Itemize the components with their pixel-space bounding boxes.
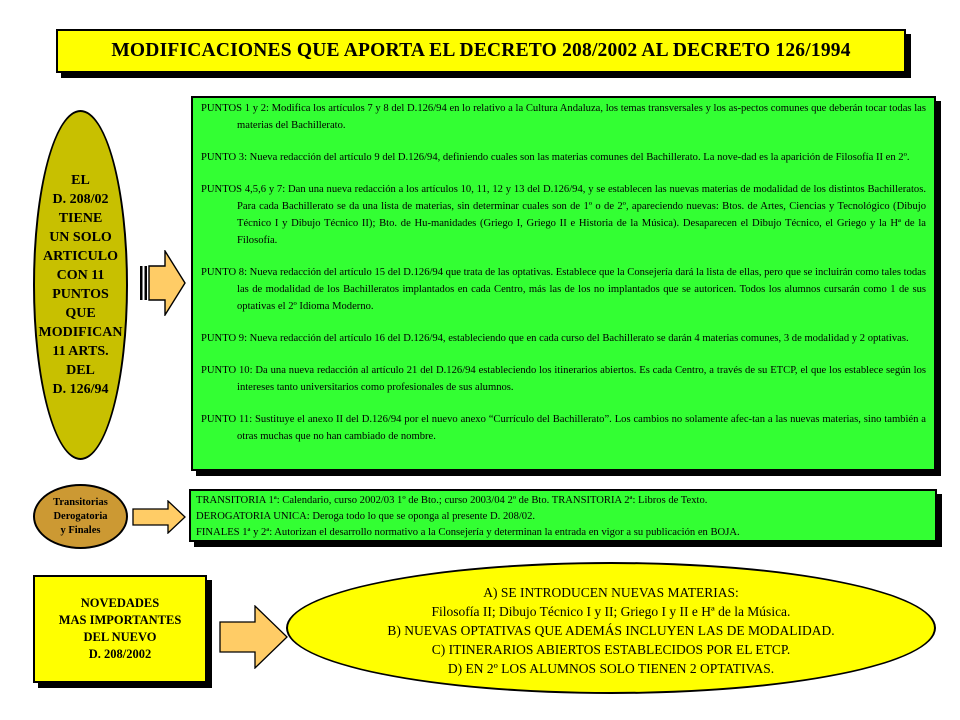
novedades-line: DEL NUEVO <box>83 630 157 644</box>
transitorias-box <box>189 489 937 542</box>
oval-line: Transitorias <box>53 496 108 508</box>
oval-line: PUNTOS <box>52 287 109 302</box>
oval-line: Derogatoria <box>53 510 108 522</box>
novedad-item: C) ITINERARIOS ABIERTOS ESTABLECIDOS POR EL ETCP. <box>431 641 791 657</box>
punto-paragraph: PUNTOS 4,5,6 y 7: Dan una nueva redacción a los artículos 10, 11, 12 y 13 del D.126/94, y se establecen las nuevas materias de modalidad de los distintos Bachilleratos. Para cada Bachillerato se da una lista de materias, sin determinar cuales son de 1º o de 2º, apareciendo nuevas: Btos. de Artes, Ciencias y Tecnológico (Dibujo Técnico I y Dibujo Técnico II); Bto. de Hu-manidades (Griego I, Griego II e Historia de la Música). Desaparecen el Dibujo Técnico, el Griego y la Hª de la Filosofía. <box>201 184 926 246</box>
transitorias-oval <box>33 484 128 549</box>
novedad-item: D) EN 2º LOS ALUMNOS SOLO TIENEN 2 OPTATIVAS. <box>447 660 775 676</box>
arrow-right-icon <box>219 605 289 669</box>
punto-paragraph: PUNTO 3: Nueva redacción del artículo 9 del D.126/94, definiendo cuales son las materias comunes del Bachillerato. La nove-dad es la aparición de Filosofía II en 2º. <box>201 152 910 163</box>
oval-line: CON 11 <box>56 268 105 283</box>
oval-line: EL <box>71 173 90 188</box>
punto-paragraph: PUNTO 11: Sustituye el anexo II del D.126/94 por el nuevo anexo “Currículo del Bachillerato”. Los cambios no solamente afec-tan a las nuevas materias, sino también a otras muchas que no han cambiado de nombre. <box>201 414 926 442</box>
oval-line: TIENE <box>58 211 103 226</box>
novedad-item: Filosofía II; Dibujo Técnico I y II; Griego I y II e Hª de la Música. <box>431 603 791 619</box>
novedad-item: B) NUEVAS OPTATIVAS QUE ADEMÁS INCLUYEN LAS DE MODALIDAD. <box>387 622 835 638</box>
novedades-line: NOVEDADES <box>80 596 160 610</box>
punto-paragraph: PUNTOS 1 y 2: Modifica los artículos 7 y 8 del D.126/94 en lo relativo a la Cultura Andaluza, los temas transversales y los as-pectos comunes que deberán tocar todas las materias del Bachillerato. <box>201 103 926 131</box>
novedad-item: A) SE INTRODUCEN NUEVAS MATERIAS: <box>483 584 739 600</box>
oval-line: y Finales <box>60 524 101 536</box>
oval-line: MODIFICAN <box>38 325 123 340</box>
novedades-oval <box>286 562 936 694</box>
oval-line: D. 208/02 <box>52 192 109 207</box>
oval-line: D. 126/94 <box>52 382 109 397</box>
oval-line: UN SOLO <box>49 230 112 245</box>
transitoria-line: DEROGATORIA UNICA: Deroga todo lo que se oponga al presente D. 208/02. <box>196 511 536 522</box>
page-title: MODIFICACIONES QUE APORTA EL DECRETO 208/2002 AL DECRETO 126/1994 <box>56 29 906 73</box>
oval-line: 11 ARTS. <box>52 344 109 359</box>
novedades-line: MAS IMPORTANTES <box>58 613 182 627</box>
block-arrow-icon <box>140 250 186 316</box>
arrow-right-icon <box>132 500 186 534</box>
transitoria-line: TRANSITORIA 1ª: Calendario, curso 2002/03 1º de Bto.; curso 2003/04 2º de Bto. TRANSITORIA 2ª: Libros de Texto. <box>196 495 708 506</box>
oval-line: DEL <box>66 363 95 378</box>
decree-summary-oval <box>33 110 128 460</box>
punto-paragraph: PUNTO 8: Nueva redacción del artículo 15 del D.126/94 que trata de las optativas. Establece que la Consejería dará la lista de ellas, pero que se incluirán como tales todas las de modalidad de los Bachilleratos implantados en cada Centro, más las de los no implantados que se autoricen. Todos los alumnos cursarán como 1 de sus optativas el 2º Idioma Moderno. <box>201 267 926 312</box>
oval-line: QUE <box>65 306 96 321</box>
novedades-line: D. 208/2002 <box>88 647 152 661</box>
puntos-box <box>191 96 936 471</box>
punto-paragraph: PUNTO 9: Nueva redacción del artículo 16 del D.126/94, estableciendo que en cada curso del Bachillerato se darán 4 materias comunes, 3 de modalidad y 2 optativas. <box>201 333 909 344</box>
novedades-box <box>33 575 207 683</box>
oval-line: ARTICULO <box>43 249 118 264</box>
transitoria-line: FINALES 1ª y 2ª: Autorizan el desarrollo normativo a la Consejería y determinan la entrada en vigor a su publicación en BOJA. <box>196 527 740 538</box>
punto-paragraph: PUNTO 10: Da una nueva redacción al artículo 21 del D.126/94 estableciendo los itinerarios abiertos. Es cada Centro, a través de su ETCP, el que los establece según los intereses tanto universitarios como profesionales de sus alumnos. <box>201 365 926 393</box>
